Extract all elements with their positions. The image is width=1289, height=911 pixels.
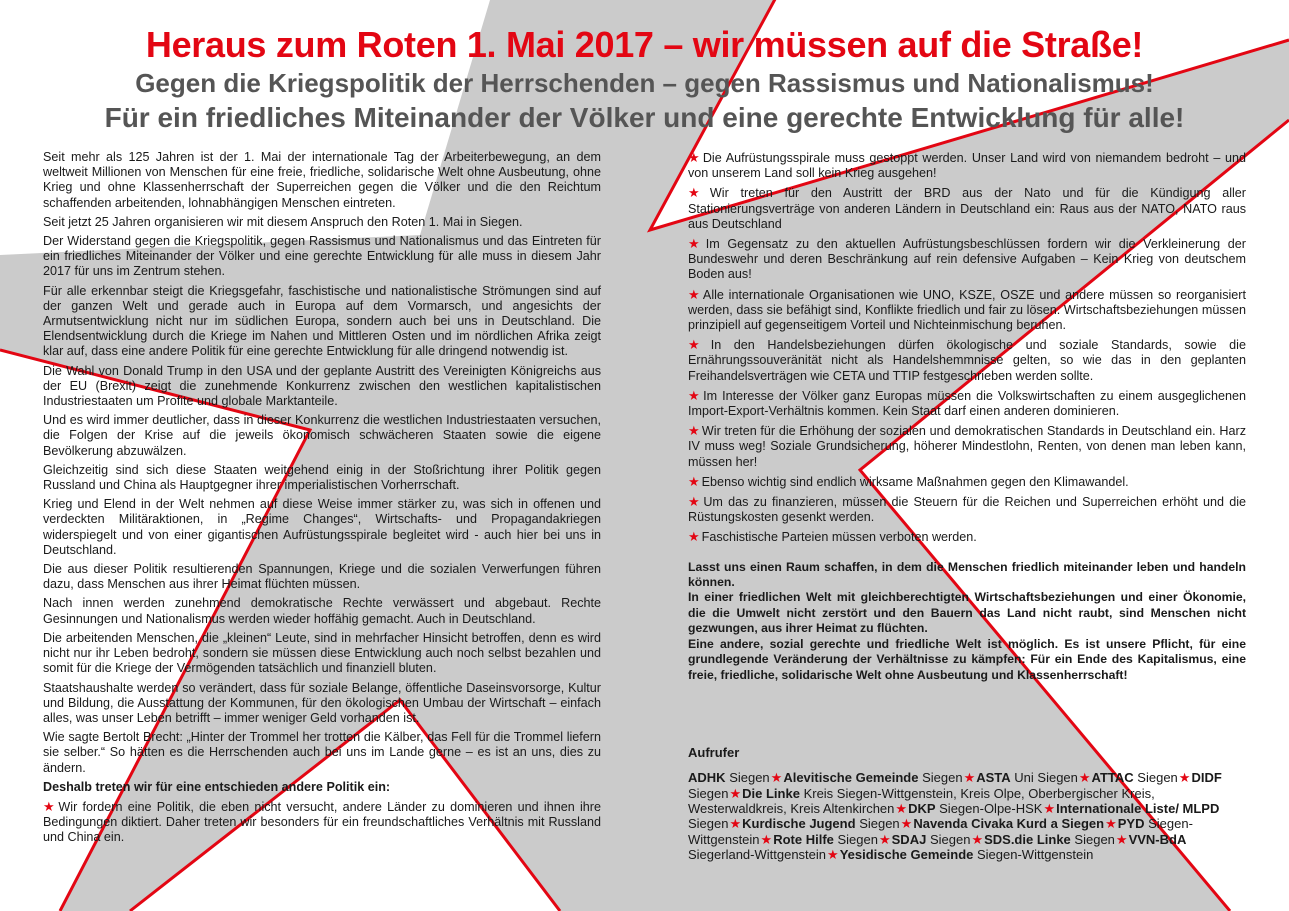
closing-statement [688, 560, 1246, 683]
aufrufer-org: DKP [908, 800, 936, 816]
demand-item [688, 494, 1246, 525]
aufrufer-place: Siegen [688, 785, 729, 801]
star-separator-icon: ★ [878, 831, 891, 847]
aufrufer-org: Internationale Liste/ MLPD [1056, 800, 1220, 816]
star-separator-icon: ★ [1078, 770, 1091, 786]
aufrufer-place: Siegen [859, 816, 900, 832]
subtitle-1: Gegen die Kriegspolitik der Herrschenden – gegen Rassismus und Nationalismus! [135, 68, 1154, 98]
aufrufer-list [688, 770, 1246, 862]
aufrufer-place: Siegerland-Wittgenstein [688, 847, 827, 863]
aufrufer-org: Navenda Civaka Kurd a Siegen [913, 816, 1105, 832]
aufrufer-place: Siegen-Wittgenstein [977, 847, 1094, 863]
demands-list [688, 150, 1246, 546]
aufrufer-org: DIDF [1191, 770, 1222, 786]
aufrufer-org: ATTAC [1091, 770, 1134, 786]
demands-lead-in: Deshalb treten wir für eine entschieden andere Politik ein: [43, 779, 391, 794]
paragraph: Nach innen werden zunehmend demokratische Rechte verwässert und abgebaut. Rechte Gesinnungen und Nationalismus werden wieder hoffähig gemacht. Auch in Deutschland. [43, 596, 601, 626]
closing-paragraph: In einer friedlichen Welt mit gleichberechtigten Wirtschaftsbeziehungen und einer Ökonomie, die die Umwelt nicht zerstört und den Bauern das Land nicht raubt, sind Menschen nicht gezwungen, aus ihrer Heimat zu flüchten. [688, 590, 1246, 636]
demand-item [688, 236, 1246, 283]
star-separator-icon: ★ [729, 785, 742, 801]
demand-text: Im Interesse der Völker ganz Europas müssen die Volkswirtschaften zu einem ausgeglichenen Import-Export-Verhältnis kommen. Kein Staat darf einen anderen dominieren. [688, 388, 1246, 419]
paragraph: Und es wird immer deutlicher, dass in dieser Konkurrenz die westlichen Industriestaaten versuchen, die Folgen der Krise auf die jeweils ökonomisch schwächeren Staaten sowie die eigene Bevölkerung abzuwälzen. [43, 413, 601, 458]
aufrufer-org: Die Linke [742, 785, 800, 801]
star-separator-icon: ★ [1178, 770, 1191, 786]
aufrufer-place: Kreis Siegen-Wittgenstein, Kreis Olpe, Oberbergischer Kreis, Westerwaldkreis, Kreis Altenkirchen [688, 785, 1155, 816]
demand-item [688, 185, 1246, 232]
star-separator-icon: ★ [827, 847, 839, 863]
aufrufer-org: VVN-BdA [1128, 831, 1187, 847]
aufrufer-org: ASTA [976, 770, 1011, 786]
aufrufer-place: Siegen [729, 770, 770, 786]
star-bullet-icon: ★ [688, 529, 700, 545]
aufrufer-place: Siegen [929, 831, 971, 847]
star-separator-icon: ★ [971, 831, 984, 847]
left-column [43, 150, 601, 850]
demand-text: Wir fordern eine Politik, die eben nicht versucht, andere Länder zu dominieren und ihnen ihre Bedingungen diktiert. Daher treten wir besonders für ein freundschaftliches Verhältnis mit Russland und China ein. [43, 799, 601, 845]
demand-item [688, 529, 1246, 545]
aufrufer-org: Yesidische Gemeinde [839, 847, 974, 863]
paragraph: Der Widerstand gegen die Kriegspolitik, gegen Rassismus und Nationalismus und das Eintreten für ein friedliches Miteinander der Völker und eine gerechte Entwicklung für alle muss in diesem Jahr 2017 für uns im Zentrum stehen. [43, 234, 601, 279]
star-bullet-icon: ★ [688, 150, 701, 165]
aufrufer-place: Uni Siegen [1014, 770, 1078, 786]
demand-item [688, 474, 1246, 490]
aufrufer-org: SDS.die Linke [984, 831, 1071, 847]
star-separator-icon: ★ [729, 816, 742, 832]
star-bullet-icon: ★ [688, 494, 702, 510]
demand-text: Die Aufrüstungsspirale muss gestoppt werden. Unser Land wird von niemandem bedroht – und von unserem Land soll kein Krieg ausgehen! [688, 151, 1246, 181]
demand-item [688, 423, 1246, 470]
star-bullet-icon: ★ [688, 337, 709, 353]
star-bullet-icon: ★ [688, 423, 700, 439]
paragraph: Seit mehr als 125 Jahren ist der 1. Mai der internationale Tag der Arbeiterbewegung, an dem weltweit Millionen von Menschen für eine freie, friedliche, solidarische Welt ohne Ausbeutung, ohne Krieg und ohne Klassenherrschaft der Superreichen gegen die Völker und die den Reichtum schaffenden arbeitenden, lohnabhängigen Menschen eintreten. [43, 150, 601, 210]
star-bullet-icon: ★ [43, 798, 57, 814]
paragraph: Wie sagte Bertolt Brecht: „Hinter der Trommel her trotten die Kälber, das Fell für die Trommel liefern sie selber.“ So hätten es die Herrschenden auch bei uns im Lande gerne – es ist an uns, dies zu ändern. [43, 730, 601, 775]
star-bullet-icon: ★ [688, 387, 702, 403]
aufrufer-org: Alevitische Gemeinde [783, 770, 919, 786]
star-separator-icon: ★ [900, 816, 913, 832]
paragraph: Die arbeitenden Menschen, die „kleinen“ Leute, sind in mehrfacher Hinsicht betroffen, denn es wird nicht nur ihr Leben bedroht, sondern sie müssen diese Entwicklung auch noch selbst bezahlen und somit für die Kriege der Vermögenden tatsächlich und finanziell bluten. [43, 630, 601, 676]
demand-text: In den Handelsbeziehungen dürfen ökologische und soziale Standards, sowie die Ernährungssouveränität nicht als Handelshemmnisse gelten, so wie das in den geplanten Freihandelsverträgen wie CETA und TTIP festgeschrieben werden sollte. [688, 338, 1246, 383]
page-title: Heraus zum Roten 1. Mai 2017 – wir müssen auf die Straße! [145, 24, 1144, 65]
aufrufer-place: Siegen [1074, 831, 1115, 847]
paragraph: Die Wahl von Donald Trump in den USA und der geplante Austritt des Vereinigten Königreichs aus der EU (Brexit) zeigt die zunehmende Konkurrenz zwischen den westlichen kapitalistischen Industriestaaten um Profite und globale Marktanteile. [43, 363, 601, 409]
demand-item [688, 337, 1246, 384]
aufrufer-org: Rote Hilfe [773, 831, 834, 847]
star-bullet-icon: ★ [688, 286, 701, 302]
star-separator-icon: ★ [963, 770, 976, 786]
star-separator-icon: ★ [770, 770, 783, 786]
demand-text: Alle internationale Organisationen wie UNO, KSZE, OSZE und andere müssen so reorganisiert werden, dass sie befähigt sind, Konflikte friedlich und fair zu lösen. Wirtschaftsbeziehungen müssen prinzipiell auf gegenseitigem Vorteil und Nichteinmischung beruhen. [688, 287, 1247, 333]
paragraph: Seit jetzt 25 Jahren organisieren wir mit diesem Anspruch den Roten 1. Mai in Siegen. [43, 214, 523, 229]
closing-paragraph: Eine andere, sozial gerechte und friedliche Welt ist möglich. Es ist unsere Pflicht, für eine grundlegende Veränderung der Verhältnisse zu kämpfen: Für ein Ende des Kapitalismus, eine freie, friedliche, solidarische Welt ohne Ausbeutung und Klassenherrschaft! [688, 636, 1246, 682]
aufrufer-place: Siegen-Olpe-HSK [939, 800, 1043, 816]
subtitle-2: Für ein friedliches Miteinander der Völker und eine gerechte Entwicklung für alle! [104, 102, 1185, 133]
star-bullet-icon: ★ [688, 185, 708, 201]
star-separator-icon: ★ [895, 800, 908, 816]
aufrufer-place: Siegen [922, 770, 963, 786]
demand-text: Wir treten für die Erhöhung der sozialen und demokratischen Standards in Deutschland ein. Harz IV muss weg! Soziale Grundsicherung, höherer Mindestlohn, Renten, von denen man leben kann, müssen her! [688, 424, 1246, 469]
demand-item [688, 388, 1246, 419]
star-separator-icon: ★ [1043, 800, 1056, 816]
paragraph: Staatshaushalte werden so verändert, dass für soziale Belange, öffentliche Daseinsvorsorge, Kultur und Bildung, die Ausstattung der Kommunen, für den ökologischen Umbau der Wirtschaft – einfach alles, was unser Leben betrifft – immer weniger Geld vorhanden ist. [43, 680, 601, 725]
paragraph: Gleichzeitig sind sich diese Staaten weitgehend einig in der Stoßrichtung ihrer Politik gegen Russland und China als Hauptgegner ihrer imperialistischen Vorherrschaft. [43, 462, 601, 493]
star-bullet-icon: ★ [688, 473, 700, 489]
paragraph: Krieg und Elend in der Welt nehmen auf diese Weise immer stärker zu, was sich in offenen und verdeckten Militäraktionen, in „Regime Changes“, Wirtschafts- und Propagandakriegen widerspiegelt und von einer gigantischen Aufrüstungsspirale begleitet wird - auch hier bei uns in Deutschland. [43, 497, 601, 557]
paragraph: Für alle erkennbar steigt die Kriegsgefahr, faschistische und nationalistische Strömungen sind auf der ganzen Welt und gerade auch in Europa auf dem Vormarsch, und angesichts der Armutsentwicklung nicht nur im südlichen Europa, sondern auch bei uns in Deutschland. Die Elendsentwicklung durch die Kriege im Nahen und Mittleren Osten und im nördlichen Afrika zeigt klar auf, dass eine andere Politik für eine gerechte Entwicklung für alle dringend notwendig ist. [43, 283, 601, 359]
demand-text: Um das zu finanzieren, müssen die Steuern für die Reichen und Superreichen erhöht und die Rüstungskosten gesenkt werden. [688, 495, 1247, 525]
star-separator-icon: ★ [1115, 831, 1128, 847]
aufrufer-org: Kurdische Jugend [742, 816, 856, 832]
aufrufer-place: Siegen [1137, 770, 1178, 786]
aufrufer-place: Siegen-Wittgenstein [688, 816, 1193, 847]
aufrufer-place: Siegen [837, 831, 878, 847]
demand-text: Im Gegensatz zu den aktuellen Aufrüstungsbeschlüssen fordern wir die Verkleinerung der Bundeswehr und deren Beschränkung auf rein defensive Aufgaben – Kein Krieg von deutschem Boden aus! [688, 237, 1246, 282]
aufrufer-org: ADHK [688, 770, 726, 786]
aufrufer-org: PYD [1117, 816, 1145, 832]
star-separator-icon: ★ [760, 831, 773, 847]
demand-item [43, 799, 601, 846]
aufrufer-org: SDAJ [891, 831, 927, 847]
aufrufer-heading: Aufrufer [688, 744, 740, 760]
demand-text: Ebenso wichtig sind endlich wirksame Maßnahmen gegen den Klimawandel. [701, 474, 1129, 489]
right-column [688, 150, 1246, 863]
star-separator-icon: ★ [1105, 816, 1117, 832]
star-bullet-icon: ★ [688, 236, 704, 252]
demand-item [688, 150, 1246, 181]
paragraph: Die aus dieser Politik resultierenden Spannungen, Kriege und die sozialen Verwerfungen führen dazu, dass Menschen aus ihrer Heimat flüchten müssen. [43, 562, 601, 592]
demand-text: Faschistische Parteien müssen verboten werden. [701, 530, 977, 545]
demand-item [688, 287, 1246, 334]
demand-text: Wir treten für den Austritt der BRD aus der Nato und für die Kündigung aller Stationierungsverträge von anderen Ländern in Deutschland ein: Raus aus der NATO, NATO raus aus Deutschland [688, 186, 1246, 231]
aufrufer-place: Siegen [688, 816, 729, 832]
closing-paragraph: Lasst uns einen Raum schaffen, in dem die Menschen friedlich miteinander leben und handeln können. [688, 559, 1246, 590]
